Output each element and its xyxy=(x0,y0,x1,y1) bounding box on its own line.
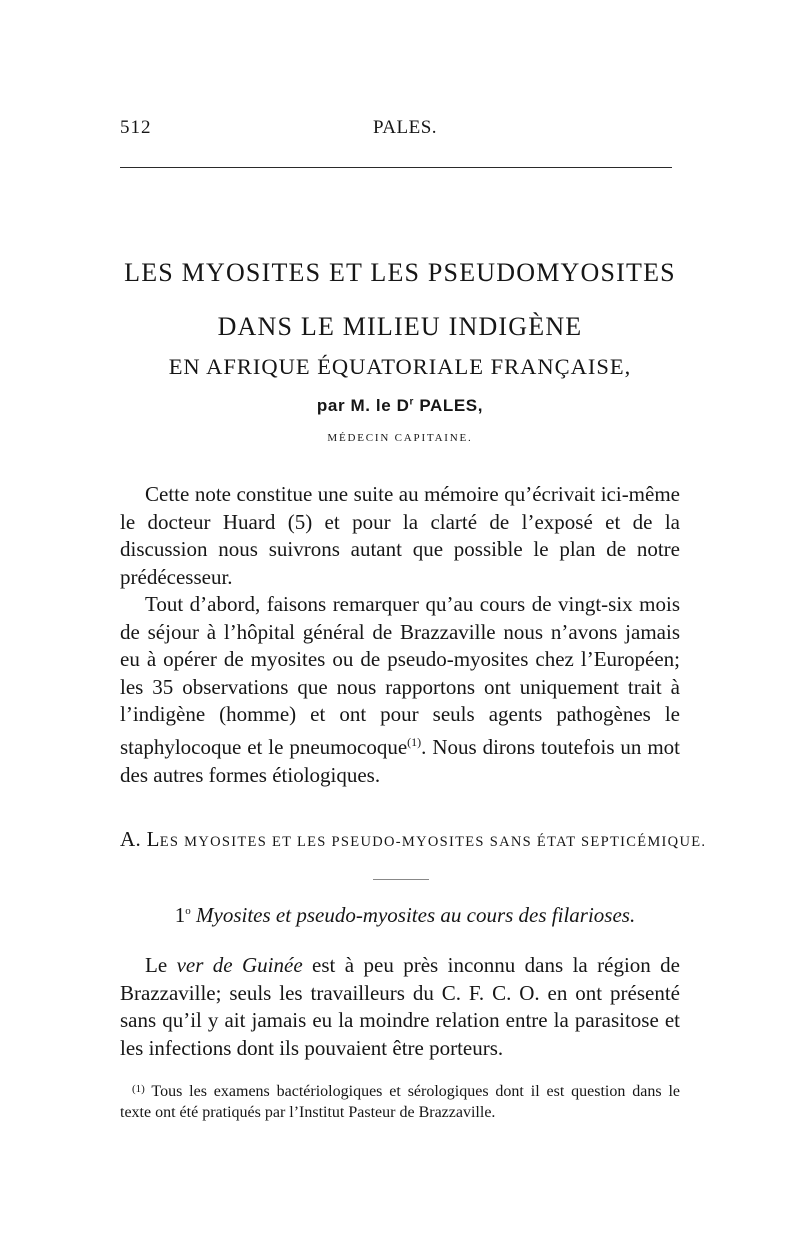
author-byline xyxy=(120,396,680,416)
subsection-title: Myosites et pseudo-myosites au cours des filarioses. xyxy=(190,903,636,927)
footnote xyxy=(120,1079,680,1123)
byline-author: PALES, xyxy=(414,396,484,415)
article-title-line-3: EN AFRIQUE ÉQUATORIALE FRANÇAISE, xyxy=(168,354,632,379)
article-title-line-1: LES MYOSITES ET LES PSEUDOMYOSITES xyxy=(124,258,676,287)
page-number: 512 xyxy=(120,117,152,138)
body-paragraph-1: Cette note constitue une suite au mémoire qu’écrivait ici-même le docteur Huard (5) et pour la clarté de l’exposé et de la discussion nous suivrons autant que possible le plan de notre prédécesseur. xyxy=(120,482,680,589)
section-divider xyxy=(373,879,429,880)
subsection-number: 1 xyxy=(174,903,186,927)
author-affiliation: MÉDECIN CAPITAINE. xyxy=(327,432,473,444)
subsection-ordinal: o xyxy=(185,905,191,917)
byline-superscript: r xyxy=(409,396,414,408)
section-heading xyxy=(120,827,707,852)
section-title: ES MYOSITES ET LES PSEUDO-MYOSITES SANS ÉTAT SEPTICÉMIQUE. xyxy=(159,834,707,850)
paragraph-3-text: est à peu près inconnu dans la région de Brazzaville; seuls les travailleurs du C. F. C. O. en ont présenté sans qu’il y ait jamais eu la moindre relation entre la parasitose et les infections dont ils pouvaient être porteurs. xyxy=(120,953,681,1060)
body-paragraph-2 xyxy=(120,591,680,789)
footnote-marker: (1) xyxy=(132,1083,145,1095)
running-head xyxy=(120,117,680,141)
subsection-heading xyxy=(120,903,680,928)
footnote-reference: (1) xyxy=(407,734,422,749)
section-letter: A. L xyxy=(120,827,160,851)
body-paragraph-3 xyxy=(120,952,680,1062)
paragraph-2-text: Tout d’abord, faisons remarquer qu’au cours de vingt-six mois de séjour à l’hôpital général de Brazzaville nous n’avons jamais eu à opérer de myosites ou de pseudo-myosites chez l’Européen; les 35 observations que nous rapportons ont uniquement trait à l’indigène (homme) et ont pour seuls agents pathogènes le staphylocoque et le pneumocoque xyxy=(120,592,680,759)
header-rule xyxy=(120,167,672,168)
footnote-text: Tous les examens bactériologiques et sérologiques dont il est question dans le texte ont été pratiqués par l’Institut Pasteur de Brazzaville. xyxy=(120,1083,680,1121)
paragraph-3-start: Le xyxy=(145,953,177,977)
paragraph-2-text-end: . Nous dirons toutefois un mot des autres formes étiologiques. xyxy=(120,734,680,787)
byline-prefix: par M. le D xyxy=(316,396,410,415)
article-title-line-2: DANS LE MILIEU INDIGÈNE xyxy=(217,312,583,341)
running-title: PALES. xyxy=(372,117,438,138)
paragraph-3-italic: ver de Guinée xyxy=(176,953,303,977)
